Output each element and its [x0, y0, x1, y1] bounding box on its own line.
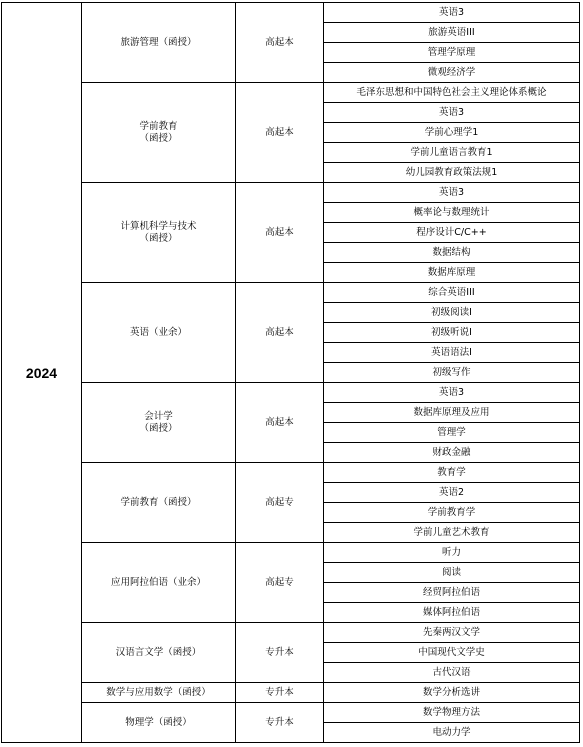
course-cell: 中国现代文学史	[324, 643, 580, 663]
level-cell: 高起专	[236, 543, 324, 623]
table-row	[2, 463, 580, 483]
major-name-line: 应用阿拉伯语（业余）	[110, 576, 206, 588]
table-row	[2, 83, 580, 103]
course-cell: 毛泽东思想和中国特色社会主义理论体系概论	[324, 83, 580, 103]
year-cell: 2024	[2, 3, 82, 743]
level-cell: 专升本	[236, 683, 324, 703]
course-cell: 数据结构	[324, 243, 580, 263]
course-cell: 数学物理方法	[324, 703, 580, 723]
table-row	[2, 543, 580, 563]
course-cell: 初级写作	[324, 363, 580, 383]
course-cell: 初级听说I	[324, 323, 580, 343]
course-cell: 英语3	[324, 383, 580, 403]
major-name-line: （函授）	[139, 132, 178, 144]
course-cell: 英语语法I	[324, 343, 580, 363]
major-name-line: 物理学（函授）	[125, 716, 192, 728]
major-name-line: 英语（业余）	[129, 326, 187, 338]
course-cell: 综合英语III	[324, 283, 580, 303]
major-name-line: （函授）	[139, 422, 178, 434]
major-name-line: 汉语言文学（函授）	[115, 646, 202, 658]
course-cell: 学前教育学	[324, 503, 580, 523]
table-row	[2, 703, 580, 723]
course-cell: 电动力学	[324, 723, 580, 743]
table-row	[2, 3, 580, 23]
major-cell	[82, 683, 236, 703]
course-cell: 幼儿园教育政策法规1	[324, 163, 580, 183]
course-cell: 管理学	[324, 423, 580, 443]
table-row	[2, 623, 580, 643]
table-row	[2, 683, 580, 703]
course-cell: 媒体阿拉伯语	[324, 603, 580, 623]
major-cell	[82, 703, 236, 743]
level-cell: 高起本	[236, 3, 324, 83]
course-cell: 先秦两汉文学	[324, 623, 580, 643]
table-row	[2, 283, 580, 303]
course-cell: 数学分析选讲	[324, 683, 580, 703]
level-cell: 高起专	[236, 463, 324, 543]
course-table-body	[2, 3, 580, 743]
major-cell	[82, 463, 236, 543]
course-cell: 古代汉语	[324, 663, 580, 683]
course-cell: 财政金融	[324, 443, 580, 463]
major-name-line: （函授）	[139, 232, 178, 244]
major-cell	[82, 383, 236, 463]
level-cell: 高起本	[236, 83, 324, 183]
major-name-line: 数学与应用数学（函授）	[106, 686, 211, 698]
major-name-line: 学前教育	[139, 120, 178, 132]
major-name-line: 学前教育（函授）	[120, 496, 197, 508]
major-cell	[82, 283, 236, 383]
course-cell: 初级阅读I	[324, 303, 580, 323]
course-cell: 经贸阿拉伯语	[324, 583, 580, 603]
course-cell: 教育学	[324, 463, 580, 483]
table-row	[2, 183, 580, 203]
course-cell: 旅游英语III	[324, 23, 580, 43]
course-cell: 学前儿童语言教育1	[324, 143, 580, 163]
course-cell: 英语3	[324, 103, 580, 123]
major-name-line: 计算机科学与技术	[120, 220, 197, 232]
course-table	[1, 2, 580, 743]
course-cell: 英语3	[324, 183, 580, 203]
level-cell: 专升本	[236, 703, 324, 743]
course-cell: 学前儿童艺术教育	[324, 523, 580, 543]
course-cell: 学前心理学1	[324, 123, 580, 143]
course-cell: 程序设计C/C++	[324, 223, 580, 243]
major-cell	[82, 183, 236, 283]
course-cell: 管理学原理	[324, 43, 580, 63]
major-cell	[82, 543, 236, 623]
level-cell: 高起本	[236, 183, 324, 283]
level-cell: 高起本	[236, 383, 324, 463]
major-name-line: 会计学	[144, 410, 173, 422]
course-cell: 数据库原理	[324, 263, 580, 283]
course-cell: 阅读	[324, 563, 580, 583]
course-cell: 英语3	[324, 3, 580, 23]
course-cell: 微观经济学	[324, 63, 580, 83]
level-cell: 专升本	[236, 623, 324, 683]
major-name-line: 旅游管理（函授）	[120, 36, 197, 48]
course-cell: 概率论与数理统计	[324, 203, 580, 223]
major-cell	[82, 83, 236, 183]
course-cell: 听力	[324, 543, 580, 563]
course-cell: 数据库原理及应用	[324, 403, 580, 423]
course-cell: 英语2	[324, 483, 580, 503]
major-cell	[82, 623, 236, 683]
major-cell	[82, 3, 236, 83]
level-cell: 高起本	[236, 283, 324, 383]
table-row	[2, 383, 580, 403]
